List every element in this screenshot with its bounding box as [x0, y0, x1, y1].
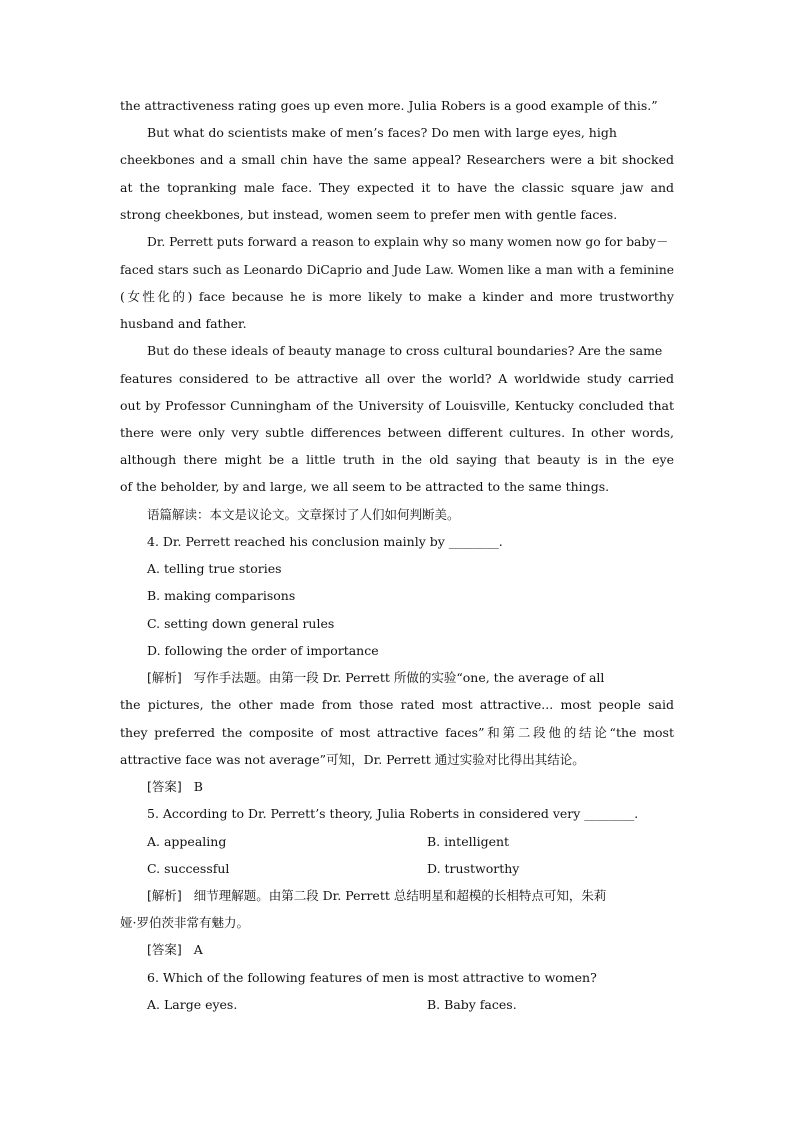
analysis-line — [147, 888, 674, 904]
analysis-text: 细节理解题。由第二段 Dr. Perrett 总结明星和超模的长相特点可知，朱莉 — [193, 888, 607, 903]
passage-line: faced stars such as Leonardo DiCaprio and Jude Law. Women like a man with a feminine — [120, 263, 674, 277]
summary-text: 语篇解读：本文是议论文。文章探讨了人们如何判断美。 — [147, 507, 460, 522]
passage-line: the attractiveness rating goes up even more. Julia Robers is a good example of this.” — [120, 98, 658, 113]
analysis-line: attractive face was not average”可知，Dr. Perrett 通过实验对比得出其结论。 — [120, 752, 585, 767]
passage-line: out by Professor Cunningham of the University of Louisville, Kentucky concluded that — [120, 398, 674, 413]
passage-line: of the beholder, by and large, we all seem to be attracted to the same things. — [120, 479, 610, 494]
option-b: B. making comparisons — [147, 588, 296, 603]
option-c: C. successful — [147, 861, 230, 876]
passage-line: strong cheekbones, but instead, women seem to prefer men with gentle faces. — [120, 207, 618, 222]
passage-line: at the topranking male face. They expected it to have the classic square jaw and — [120, 180, 674, 195]
passage-line: But what do scientists make of men’s faces? Do men with large eyes, high — [147, 125, 617, 140]
answer-line — [147, 942, 674, 958]
analysis-tag: [解析] — [147, 670, 182, 685]
analysis-line: they preferred the composite of most attractive faces”和第二段他的结论“the most — [120, 725, 674, 740]
analysis-line — [147, 670, 674, 686]
answer-value: A — [193, 942, 203, 957]
passage-line: husband and father. — [120, 316, 247, 331]
analysis-tag: [解析] — [147, 888, 182, 903]
option-b: B. Baby faces. — [427, 997, 517, 1012]
option-a: A. Large eyes. — [147, 997, 238, 1012]
passage-line: But do these ideals of beauty manage to cross cultural boundaries? Are the same — [147, 343, 663, 358]
passage-line: Dr. Perrett puts forward a reason to explain why so many women now go for baby－ — [147, 235, 669, 249]
passage-line: (女性化的) face because he is more likely to make a kinder and more trustworthy — [120, 289, 674, 304]
answer-line — [147, 779, 674, 795]
analysis-text: 写作手法题。由第一段 Dr. Perrett 所做的实验“one, the average of all — [193, 670, 605, 685]
passage-line: there were only very subtle differences between different cultures. In other words, — [120, 425, 674, 440]
option-a: A. appealing — [147, 834, 227, 849]
question-stem: 6. Which of the following features of men is most attractive to women? — [147, 970, 597, 985]
passage-line: although there might be a little truth in the old saying that beauty is in the eye — [120, 452, 674, 467]
answer-tag: [答案] — [147, 779, 182, 794]
option-d: D. following the order of importance — [147, 643, 379, 658]
analysis-line: 娅·罗伯茨非常有魅力。 — [120, 915, 249, 930]
answer-tag: [答案] — [147, 942, 182, 957]
option-d: D. trustworthy — [427, 861, 520, 876]
analysis-line: the pictures, the other made from those rated most attractive... most people said — [120, 697, 674, 712]
question-stem: 4. Dr. Perrett reached his conclusion mainly by ________. — [147, 534, 503, 549]
passage-line: cheekbones and a small chin have the same appeal? Researchers were a bit shocked — [120, 152, 674, 167]
option-c: C. setting down general rules — [147, 616, 335, 631]
question-stem: 5. According to Dr. Perrett’s theory, Julia Roberts in considered very ________. — [147, 806, 639, 821]
passage-line: features considered to be attractive all over the world? A worldwide study carried — [120, 371, 674, 386]
option-b: B. intelligent — [427, 834, 510, 849]
option-a: A. telling true stories — [147, 561, 282, 576]
answer-value: B — [193, 779, 203, 794]
